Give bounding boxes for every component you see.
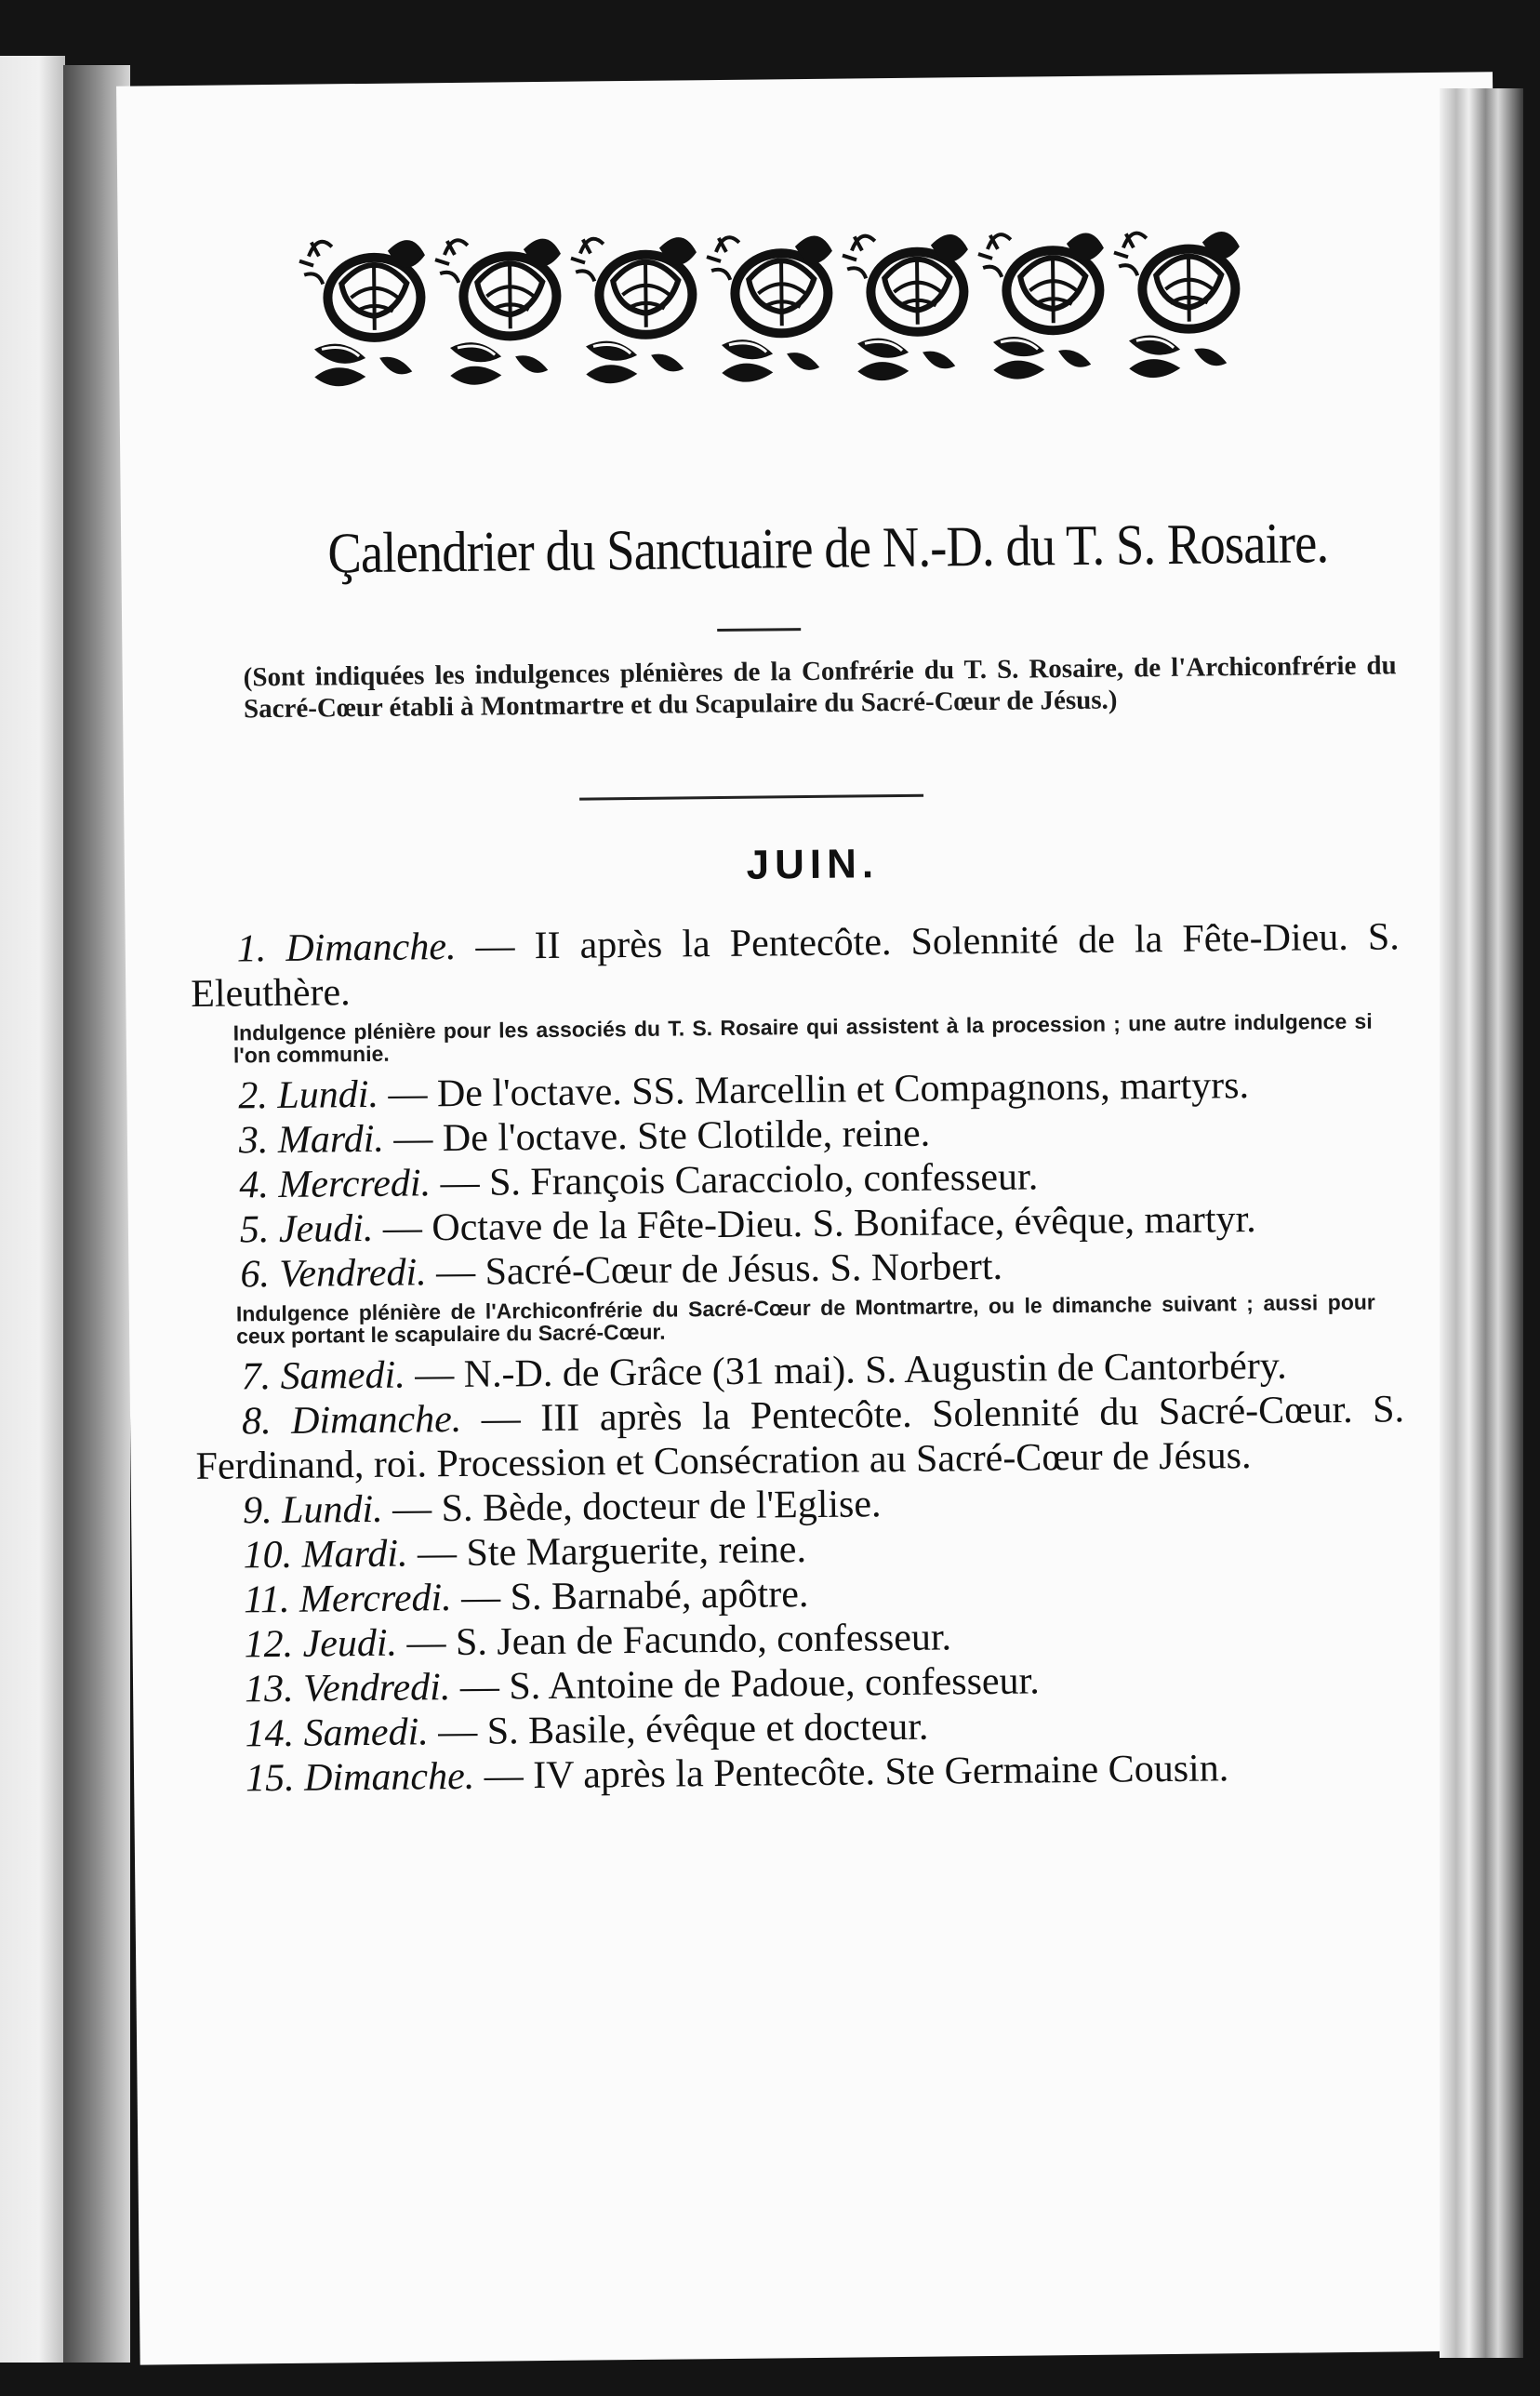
entry-text: — Sacré-Cœur de Jésus. S. Norbert. xyxy=(426,1245,1003,1295)
entry-date: 15. xyxy=(245,1756,305,1801)
entry-date: 13. xyxy=(244,1667,304,1711)
entry-weekday: Mercredi. xyxy=(299,1577,452,1621)
flower-motif xyxy=(299,240,427,387)
entry-text: — Octave de la Fête-Dieu. S. Boniface, évêque, martyr. xyxy=(373,1197,1256,1250)
entry-date: 11. xyxy=(243,1577,300,1622)
entry-text: — N.-D. de Grâce (31 mai). S. Augustin de Cantorbéry. xyxy=(405,1344,1287,1397)
entry-weekday: Dimanche. xyxy=(290,1397,462,1443)
book-page xyxy=(116,72,1517,2364)
calendar-entry xyxy=(195,1387,1405,1489)
calendar-entries xyxy=(191,914,1409,1802)
entry-date: 3. xyxy=(238,1118,279,1163)
entry-text: — S. François Caracciolo, confesseur. xyxy=(430,1155,1039,1205)
entry-date: 10. xyxy=(243,1533,302,1577)
entry-weekday: Lundi. xyxy=(281,1487,383,1532)
entry-weekday: Samedi. xyxy=(280,1353,405,1398)
flower-motif xyxy=(843,234,970,381)
flower-motif xyxy=(435,238,563,385)
entry-date: 9. xyxy=(242,1488,283,1533)
entry-text: — S. Bède, docteur de l'Eglise. xyxy=(382,1483,882,1531)
indulgence-remark: Indulgence plénière pour les associés du T. S. Rosaire qui assistent à la procession ; une autre indulgence si l'on communie. xyxy=(232,1008,1373,1068)
entry-date: 2. xyxy=(238,1073,278,1118)
entry-weekday: Dimanche. xyxy=(303,1754,475,1800)
entry-weekday: Jeudi. xyxy=(302,1621,398,1666)
flower-motif xyxy=(571,237,698,384)
calendar-entry xyxy=(191,914,1401,1017)
entry-weekday: Lundi. xyxy=(277,1072,379,1117)
entry-text: — De l'octave. SS. Marcellin et Compagnons, martyrs. xyxy=(378,1064,1250,1116)
floral-ornament-band xyxy=(295,209,1255,415)
flower-motif xyxy=(707,235,834,382)
entry-text: — III après la Pentecôte. Solennité du Sacré-Cœur. S. Ferdinand, roi. Procession et Consécration au Sacré-Cœur de Jésus. xyxy=(195,1388,1405,1488)
entry-weekday: Vendredi. xyxy=(302,1666,451,1710)
entry-text: — De l'octave. Ste Clotilde, reine. xyxy=(383,1111,931,1161)
note-divider xyxy=(579,794,923,801)
entry-date: 5. xyxy=(239,1207,280,1252)
entry-text: — S. Barnabé, apôtre. xyxy=(451,1573,809,1620)
entry-text: — S. Jean de Facundo, confesseur. xyxy=(396,1616,952,1665)
entry-text: — II après la Pentecôte. Solennité de la Fête-Dieu. S. Eleuthère. xyxy=(191,915,1400,1016)
entry-text: — S. Basile, évêque et docteur. xyxy=(428,1705,929,1754)
title-divider xyxy=(717,628,801,632)
indulgence-remark: Indulgence plénière de l'Archiconfrérie du Sacré-Cœur de Montmartre, ou le dimanche suivant ; aussi pour ceux portant le scapulaire du Sacré-Cœur. xyxy=(235,1289,1375,1349)
entry-date: 6. xyxy=(240,1252,280,1297)
entry-weekday: Jeudi. xyxy=(278,1206,374,1251)
entry-weekday: Samedi. xyxy=(303,1710,429,1755)
entry-date: 1. xyxy=(236,926,286,971)
entry-text: — S. Antoine de Padoue, confesseur. xyxy=(450,1659,1040,1710)
entry-date: 8. xyxy=(241,1399,292,1444)
entry-text: — Ste Marguerite, reine. xyxy=(407,1528,807,1576)
left-page-edge xyxy=(0,56,65,2363)
flower-motif xyxy=(978,233,1106,379)
entry-weekday: Vendredi. xyxy=(279,1251,427,1296)
entry-date: 7. xyxy=(241,1354,281,1399)
entry-weekday: Mardi. xyxy=(277,1117,385,1162)
entry-weekday: Mercredi. xyxy=(278,1162,431,1206)
month-heading: JUIN. xyxy=(746,841,880,888)
entry-date: 14. xyxy=(245,1711,304,1756)
entry-weekday: Mardi. xyxy=(301,1532,408,1577)
entry-date: 12. xyxy=(244,1622,303,1667)
page-stack-edge xyxy=(1440,88,1523,2358)
entry-text: — IV après la Pentecôte. Ste Germaine Cousin. xyxy=(473,1747,1229,1798)
flower-motif xyxy=(1114,232,1241,379)
indulgence-note: (Sont indiquées les indulgences plénières de la Confrérie du T. S. Rosaire, de l'Archiconfrérie du Sacré-Cœur établi à Montmartre et du Scapulaire du Sacré-Cœur de Jésus.) xyxy=(243,650,1397,725)
entry-date: 4. xyxy=(239,1163,279,1207)
page-title: Çalendrier du Sanctuaire de N.-D. du T. S. Rosaire. xyxy=(327,512,1329,586)
entry-weekday: Dimanche. xyxy=(285,925,457,970)
